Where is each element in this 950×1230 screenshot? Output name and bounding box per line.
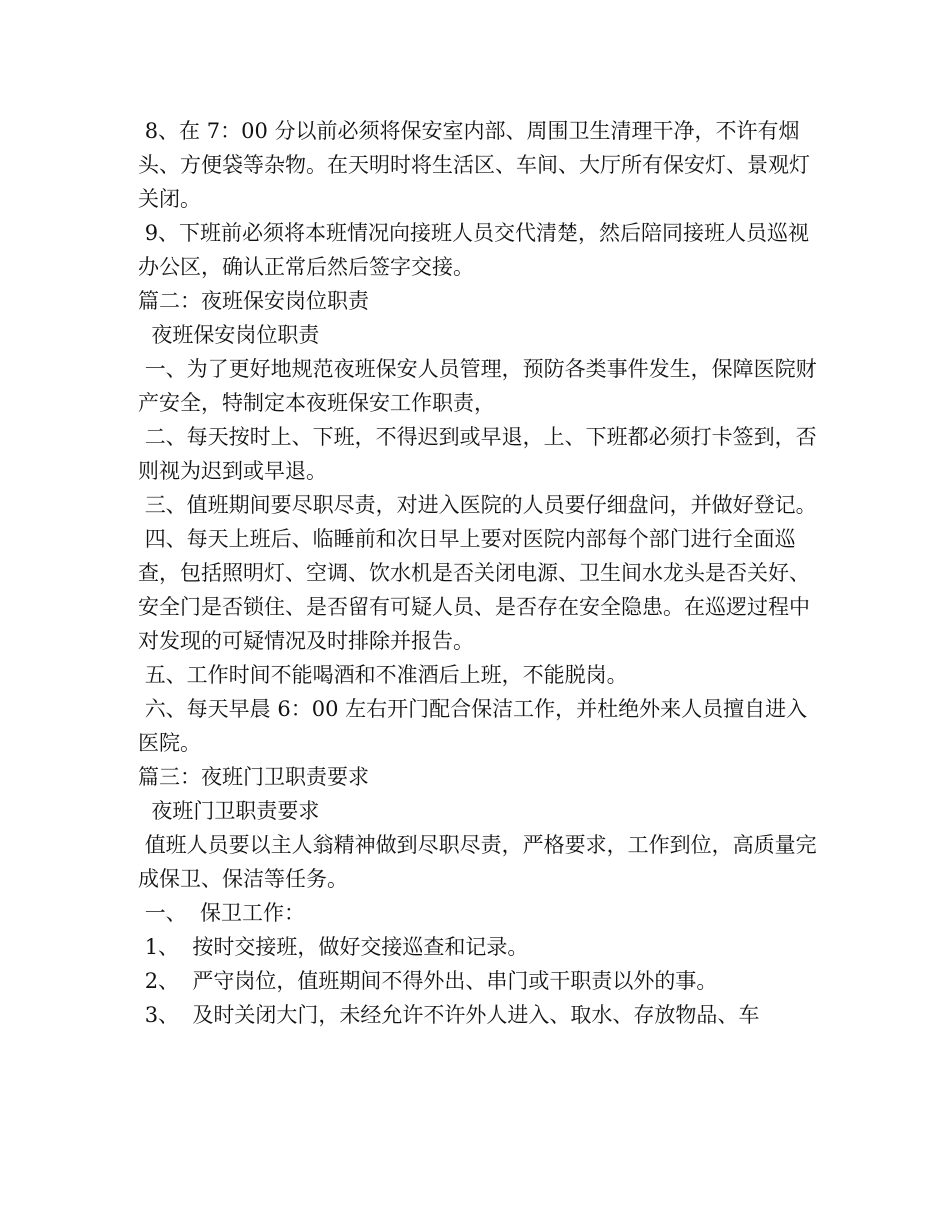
list-item-3: 3、 及时关闭大门，未经允许不许外人进入、取水、存放物品、车 <box>138 1003 760 1027</box>
section-title-2: 夜班保安岗位职责 <box>138 323 320 347</box>
intro-paragraph: 值班人员要以主人翁精神做到尽职尽责，严格要求，工作到位，高质量完成保卫、保洁等任务。 <box>138 833 817 891</box>
list-item-1: 1、 按时交接班，做好交接巡查和记录。 <box>138 935 529 959</box>
section-title-3: 夜班门卫职责要求 <box>138 799 320 823</box>
paragraph-point-1: 一、为了更好地规范夜班保安人员管理，预防各类事件发生，保障医院财产安全，特制定本夜班保安工作职责， <box>138 357 817 415</box>
list-item-2: 2、 严守岗位，值班期间不得外出、串门或干职责以外的事。 <box>138 969 718 993</box>
paragraph-item-8: 8、在 7：00 分以前必须将保安室内部、周围卫生清理干净，不许有烟头、方便袋等杂物。在天明时将生活区、车间、大厅所有保安灯、景观灯关闭。 <box>138 119 810 211</box>
paragraph-point-6: 六、每天早晨 6：00 左右开门配合保洁工作，并杜绝外来人员擅自进入医院。 <box>138 697 808 755</box>
paragraph-point-3: 三、值班期间要尽职尽责，对进入医院的人员要仔细盘问，并做好登记。 <box>138 493 817 517</box>
paragraph-item-9: 9、下班前必须将本班情况向接班人员交代清楚，然后陪同接班人员巡视办公区，确认正常后然后签字交接。 <box>138 221 810 279</box>
subsection-heading: 一、 保卫工作： <box>138 901 306 925</box>
document-body <box>138 114 828 1032</box>
section-heading-3: 篇三：夜班门卫职责要求 <box>138 765 369 789</box>
paragraph-point-4: 四、每天上班后、临睡前和次日早上要对医院内部每个部门进行全面巡查，包括照明灯、空调、饮水机是否关闭电源、卫生间水龙头是否关好、安全门是否锁住、是否留有可疑人员、是否存在安全隐患。在巡逻过程中对发现的可疑情况及时排除并报告。 <box>138 527 810 653</box>
section-heading-2: 篇二：夜班保安岗位职责 <box>138 289 369 313</box>
paragraph-point-5: 五、工作时间不能喝酒和不准酒后上班，不能脱岗。 <box>138 663 628 687</box>
paragraph-point-2: 二、每天按时上、下班，不得迟到或早退，上、下班都必须打卡签到，否则视为迟到或早退。 <box>138 425 817 483</box>
